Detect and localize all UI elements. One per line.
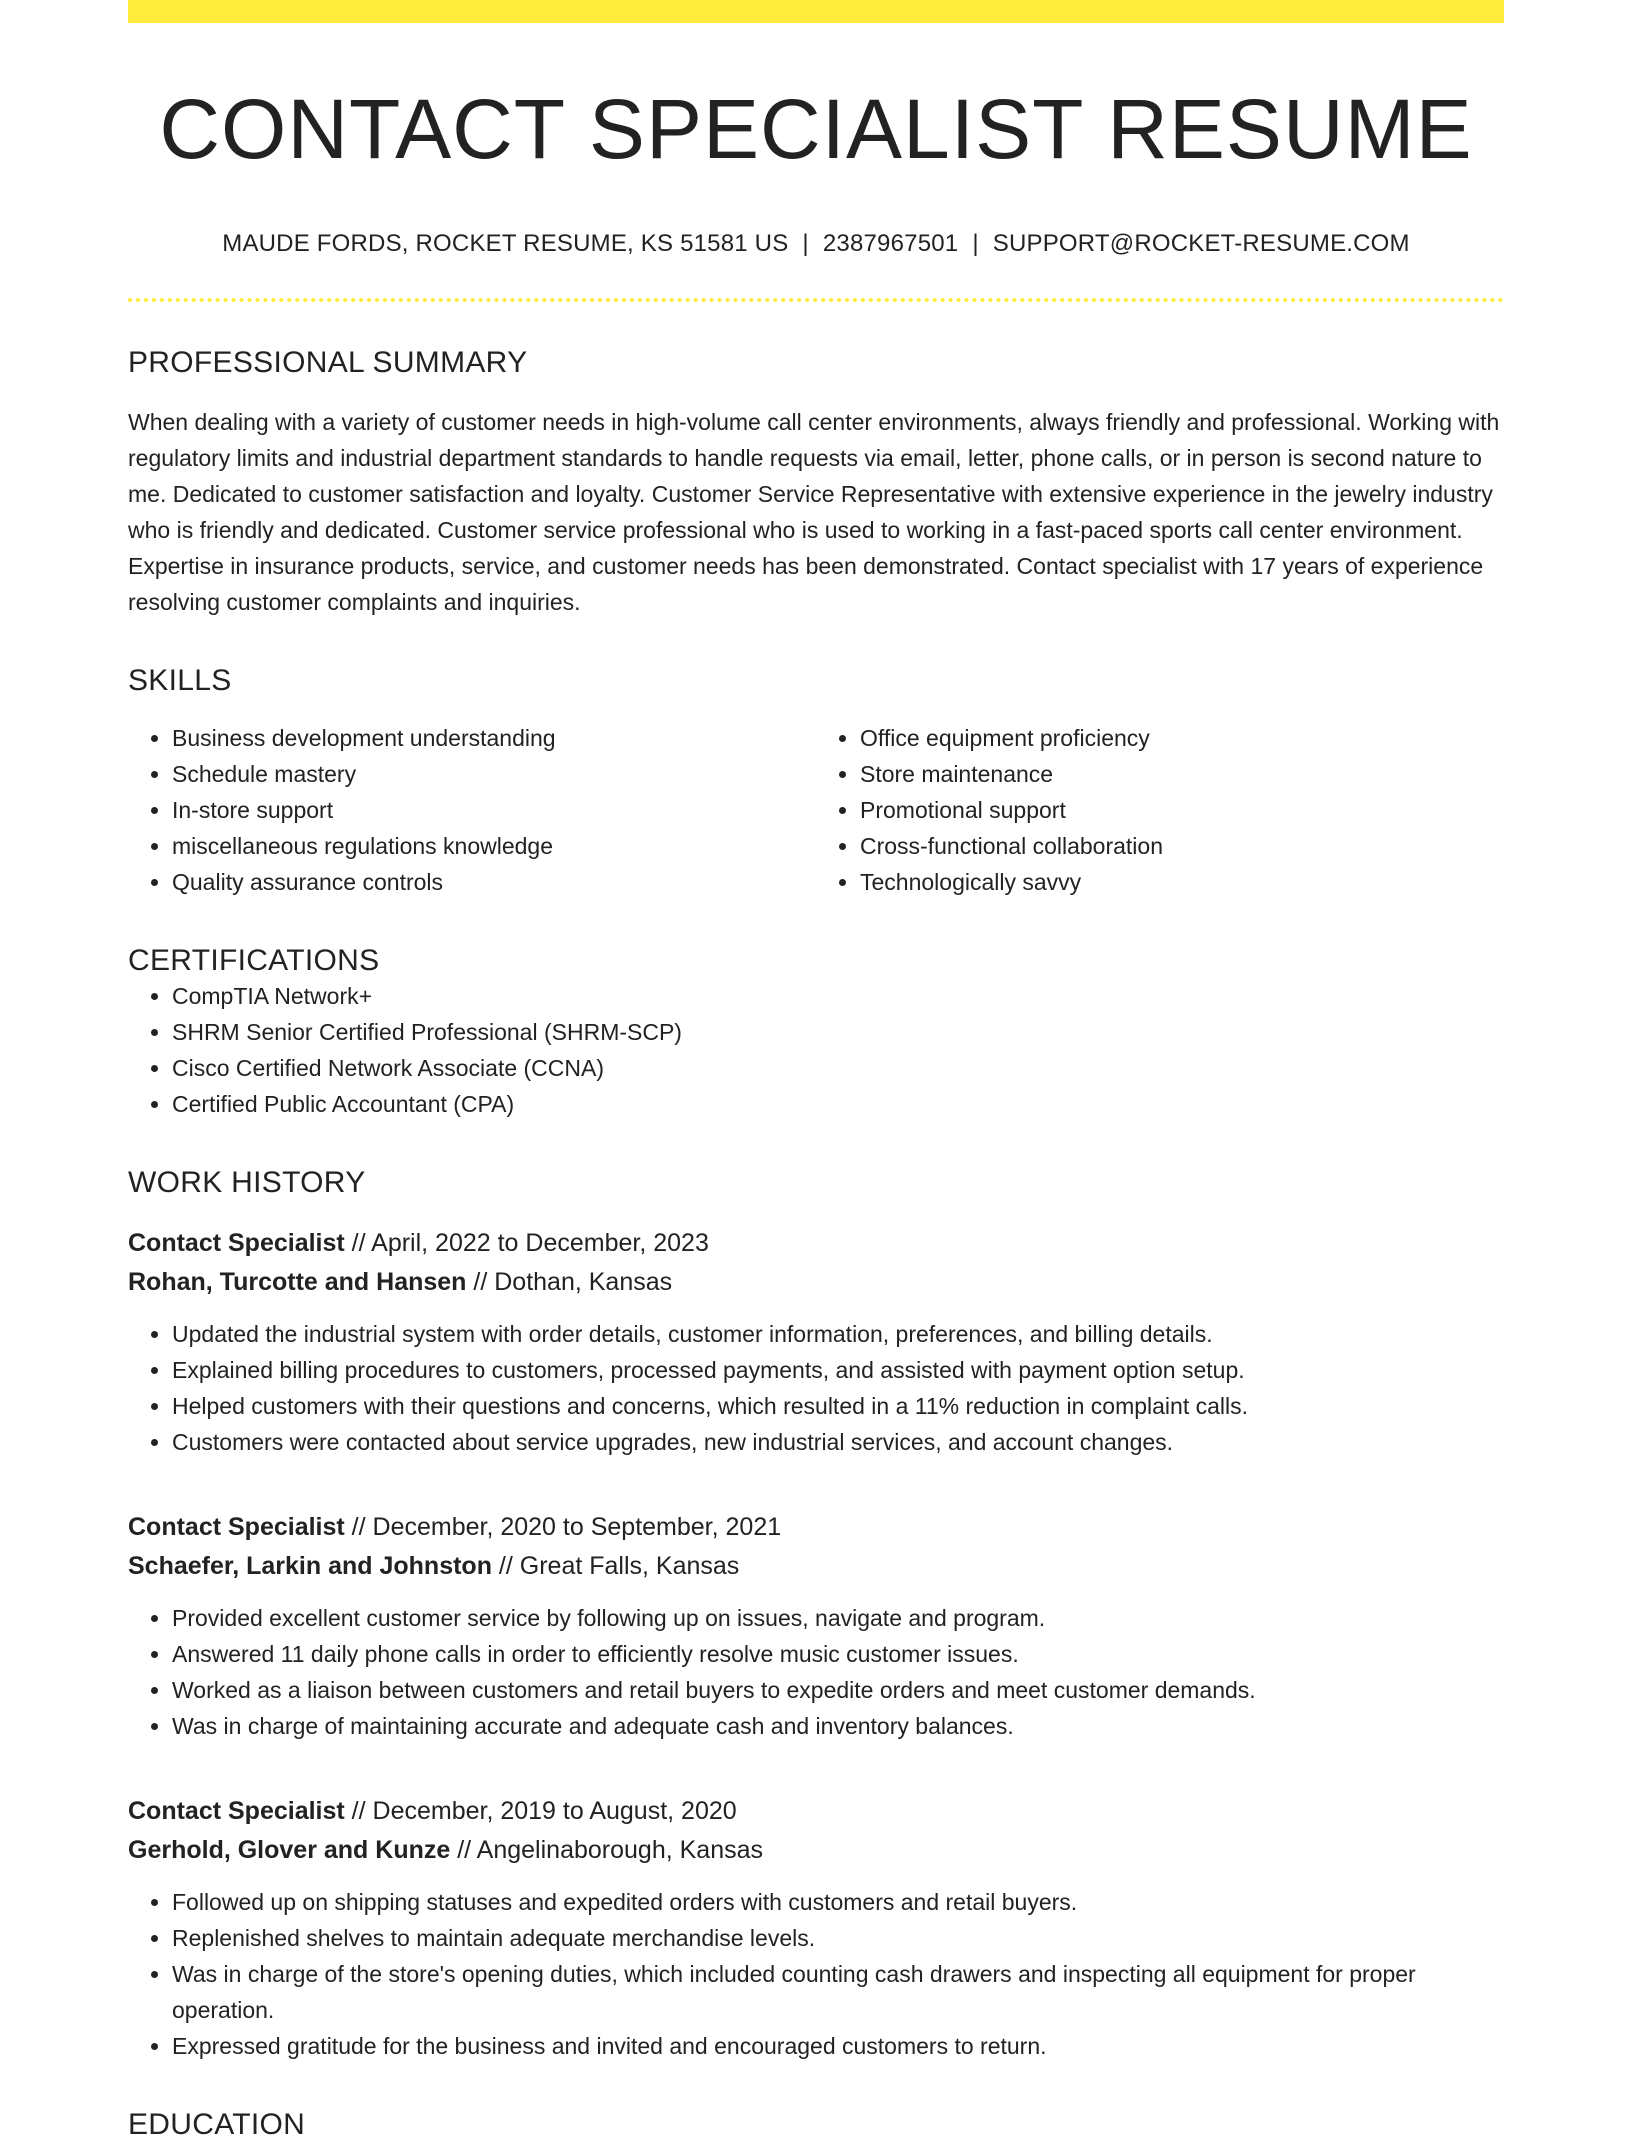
skills-list-right xyxy=(816,720,1504,900)
job-entry xyxy=(128,1224,1504,1460)
job-company-line xyxy=(128,1547,1504,1586)
certifications-heading: CERTIFICATIONS xyxy=(128,943,380,977)
contact-line xyxy=(128,230,1504,258)
job-title: Contact Specialist xyxy=(128,1228,345,1257)
skill-item: • In-store support xyxy=(172,792,816,828)
skill-item: • Technologically savvy xyxy=(860,864,1504,900)
skill-item: • Office equipment proficiency xyxy=(860,720,1504,756)
job-entry xyxy=(128,1508,1504,1744)
contact-email: SUPPORT@ROCKET-RESUME.COM xyxy=(992,229,1410,257)
dotted-divider xyxy=(128,298,1504,302)
page-title: CONTACT SPECIALIST RESUME xyxy=(159,82,1473,176)
job-title: Contact Specialist xyxy=(128,1796,345,1825)
job-bullet: • Customers were contacted about service upgrades, new industrial services, and account changes. xyxy=(172,1424,1504,1460)
job-bullets xyxy=(128,1600,1504,1744)
skill-item: • Store maintenance xyxy=(860,756,1504,792)
certification-item: • Cisco Certified Network Associate (CCNA) xyxy=(172,1050,1504,1086)
job-location: // Dothan, Kansas xyxy=(466,1267,673,1296)
job-entry xyxy=(128,1792,1504,2064)
skill-item: • Quality assurance controls xyxy=(172,864,816,900)
job-bullet: • Was in charge of maintaining accurate and adequate cash and inventory balances. xyxy=(172,1708,1504,1744)
certification-item: • SHRM Senior Certified Professional (SHRM-SCP) xyxy=(172,1014,1504,1050)
certification-item: • CompTIA Network+ xyxy=(172,978,1504,1014)
education-heading: EDUCATION xyxy=(128,2107,306,2141)
certifications-list xyxy=(128,978,1504,1122)
job-title: Contact Specialist xyxy=(128,1512,345,1541)
skill-item: • miscellaneous regulations knowledge xyxy=(172,828,816,864)
job-bullet: • Provided excellent customer service by following up on issues, navigate and program. xyxy=(172,1600,1504,1636)
contact-phone: 2387967501 xyxy=(822,229,959,257)
job-company: Schaefer, Larkin and Johnston xyxy=(128,1551,492,1580)
contact-address: MAUDE FORDS, ROCKET RESUME, KS 51581 US xyxy=(222,229,789,257)
skill-item: • Promotional support xyxy=(860,792,1504,828)
resume-page xyxy=(128,0,1504,2142)
job-location: // Great Falls, Kansas xyxy=(491,1551,740,1580)
summary-text: When dealing with a variety of customer needs in high-volume call center environments, always friendly and professional. Working with regulatory limits and industrial department standards to handle requests via email, letter, phone calls, or in person is second nature to me. Dedicated to customer satisfaction and loyalty. Customer Service Representative with extensive experience in the jewelry industry who is friendly and dedicated. Customer service professional who is used to working in a fast-paced sports call center environment. Expertise in insurance products, service, and customer needs has been demonstrated. Contact specialist with 17 years of experience resolving customer complaints and inquiries. xyxy=(128,408,1500,615)
job-bullet: • Updated the industrial system with order details, customer information, preferences, and billing details. xyxy=(172,1316,1504,1352)
contact-separator: | xyxy=(972,229,979,257)
job-title-line xyxy=(128,1792,1504,1831)
skill-item: • Cross-functional collaboration xyxy=(860,828,1504,864)
job-bullet: • Answered 11 daily phone calls in order to efficiently resolve music customer issues. xyxy=(172,1636,1504,1672)
job-bullet: • Explained billing procedures to customers, processed payments, and assisted with payment option setup. xyxy=(172,1352,1504,1388)
job-company-line xyxy=(128,1263,1504,1302)
skills-list-left xyxy=(128,720,816,900)
job-company: Rohan, Turcotte and Hansen xyxy=(128,1267,467,1296)
job-dates: // April, 2022 to December, 2023 xyxy=(344,1228,709,1257)
job-company-line xyxy=(128,1831,1504,1870)
skills-heading: SKILLS xyxy=(128,663,232,697)
job-bullet: • Expressed gratitude for the business and invited and encouraged customers to return. xyxy=(172,2028,1504,2064)
job-bullets xyxy=(128,1316,1504,1460)
accent-top-bar xyxy=(128,0,1504,23)
skills-grid xyxy=(128,720,1504,900)
job-bullets xyxy=(128,1884,1504,2064)
job-bullet: • Worked as a liaison between customers and retail buyers to expedite orders and meet customer demands. xyxy=(172,1672,1504,1708)
work-history-heading: WORK HISTORY xyxy=(128,1165,366,1199)
job-bullet: • Replenished shelves to maintain adequate merchandise levels. xyxy=(172,1920,1504,1956)
job-bullet: • Helped customers with their questions and concerns, which resulted in a 11% reduction in complaint calls. xyxy=(172,1388,1504,1424)
job-bullet: • Followed up on shipping statuses and expedited orders with customers and retail buyers. xyxy=(172,1884,1504,1920)
job-dates: // December, 2019 to August, 2020 xyxy=(344,1796,737,1825)
contact-separator: | xyxy=(802,229,809,257)
job-bullet: • Was in charge of the store's opening duties, which included counting cash drawers and inspecting all equipment for proper operation. xyxy=(172,1956,1504,2028)
summary-heading: PROFESSIONAL SUMMARY xyxy=(128,345,528,379)
job-dates: // December, 2020 to September, 2021 xyxy=(344,1512,782,1541)
job-title-line xyxy=(128,1224,1504,1263)
certification-item: • Certified Public Accountant (CPA) xyxy=(172,1086,1504,1122)
job-title-line xyxy=(128,1508,1504,1547)
job-company: Gerhold, Glover and Kunze xyxy=(128,1835,451,1864)
job-location: // Angelinaborough, Kansas xyxy=(450,1835,763,1864)
skill-item: • Business development understanding xyxy=(172,720,816,756)
skill-item: • Schedule mastery xyxy=(172,756,816,792)
